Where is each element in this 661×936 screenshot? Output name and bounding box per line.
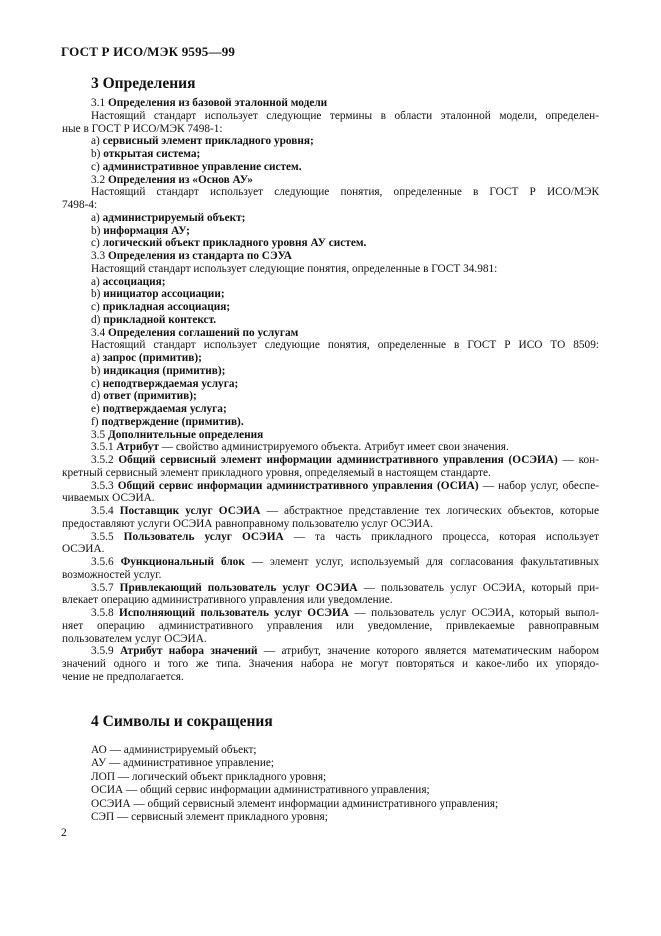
abbreviation-item: АУ — административное управление; xyxy=(91,757,275,770)
text-line xyxy=(91,645,599,658)
term-text: инициатор ассоциации; xyxy=(103,288,225,301)
text-line xyxy=(91,403,599,416)
body-text: значений одного и того же типа. Значения набора не могут повторяться и какое-либо их упорядо- xyxy=(62,658,599,670)
text-line xyxy=(91,505,599,518)
text-line xyxy=(91,110,599,123)
abbreviation-item: СЭП — сервисный элемент прикладного уровня; xyxy=(91,811,328,824)
body-text: няет операцию административного управления или уведомление, привлекаемые равноправным xyxy=(62,619,599,632)
text-line xyxy=(91,263,599,276)
body-text: 3.3 xyxy=(91,250,108,262)
body-text: 3.5.4 xyxy=(91,505,120,517)
term-text: открытая система; xyxy=(103,148,201,160)
text-line xyxy=(62,199,599,212)
section-3-heading: 3 Определения xyxy=(91,75,196,92)
term-text: подтверждаемая услуга; xyxy=(102,403,227,415)
body-text: Настоящий стандарт использует следующие понятия, определенные в ГОСТ Р ИСО/МЭК xyxy=(91,186,599,199)
term-text: Определения из стандарта по СЭУА xyxy=(107,250,292,262)
text-line xyxy=(91,237,599,250)
body-text: чение не предполагается. xyxy=(62,670,184,683)
body-text: d) xyxy=(91,313,104,326)
term-text: прикладная ассоциация; xyxy=(102,301,231,313)
text-line xyxy=(62,633,599,646)
document-code: ГОСТ Р ИСО/МЭК 9595—99 xyxy=(61,44,236,59)
term-text: логический объект прикладного уровня АУ систем. xyxy=(102,237,367,250)
body-text: e) xyxy=(91,403,103,415)
text-line xyxy=(62,658,599,671)
abbreviation-item: АО — администрируемый объект; xyxy=(91,744,257,756)
body-text: b) xyxy=(91,224,104,237)
text-line xyxy=(91,429,599,442)
body-text: — пользователь услуг ОСЭИА, который при- xyxy=(357,581,599,594)
body-text: влекает операцию административного управления или уведомление. xyxy=(62,594,393,607)
term-text: ответ (примитив); xyxy=(103,390,197,403)
text-line xyxy=(91,250,599,263)
section-3-body xyxy=(62,97,600,684)
text-line xyxy=(91,365,599,378)
text-line xyxy=(91,276,599,289)
text-line xyxy=(91,288,599,301)
body-text: ные в ГОСТ Р ИСО/МЭК 7498-1: xyxy=(62,122,223,135)
body-text: Настоящий стандарт использует следующие понятия, определенные в ГОСТ Р ИСО ТО 8509: xyxy=(91,339,599,352)
body-text: 3.5.5 xyxy=(91,530,124,543)
body-text: 3.5.1 xyxy=(91,441,117,454)
term-text: индикация (примитив); xyxy=(103,364,226,377)
body-text: 3.5.8 xyxy=(91,607,120,619)
body-text: 3.5 xyxy=(91,428,108,441)
term-text: Определения из «Основ АУ» xyxy=(107,173,253,186)
body-text: — пользователь услуг ОСЭИА, который выпол- xyxy=(348,607,599,619)
body-text: чиваемых ОСЭИА. xyxy=(62,492,155,505)
body-text: c) xyxy=(91,377,103,390)
body-text: кретный сервисный элемент прикладного уровня, определяемый в настоящем стандарте. xyxy=(62,466,491,479)
body-text: — кон- xyxy=(557,454,599,466)
text-line xyxy=(62,569,599,582)
term-text: запрос (примитив); xyxy=(102,352,202,364)
text-line xyxy=(91,582,599,595)
section-4-heading: 4 Символы и сокращения xyxy=(91,713,273,730)
body-text: возможностей услуг. xyxy=(62,568,162,581)
term-text: подтверждение (примитив). xyxy=(101,415,244,428)
body-text: 3.5.3 xyxy=(91,479,118,492)
abbreviation-item: ОСЭИА — общий сервисный элемент информации административного управления; xyxy=(91,797,499,810)
text-line xyxy=(91,352,599,365)
page-number: 2 xyxy=(61,827,67,839)
text-line xyxy=(91,556,599,569)
body-text: b) xyxy=(91,288,104,301)
term-text: Поставщик услуг ОСЭИА xyxy=(119,505,261,517)
body-text: b) xyxy=(91,148,104,160)
body-text: — та часть прикладного процесса, которая использует xyxy=(283,530,599,543)
abbreviation-item: ЛОП — логический объект прикладного уровня; xyxy=(91,770,327,783)
body-text: Настоящий стандарт использует следующие термины в области эталонной модели, определен- xyxy=(91,109,599,122)
body-text: 7498-4: xyxy=(62,199,98,211)
body-text: a) xyxy=(91,275,103,288)
body-text: 3.4 xyxy=(91,326,108,339)
text-line xyxy=(91,314,599,327)
body-text: a) xyxy=(91,352,103,364)
term-text: Определения соглашений по услугам xyxy=(107,326,299,339)
text-line xyxy=(91,161,599,174)
text-line xyxy=(91,454,599,467)
text-line xyxy=(91,480,599,493)
term-text: Общий сервисный элемент информации административного управления (ОСЭИА) xyxy=(118,454,558,466)
term-text: администрируемый объект; xyxy=(102,211,246,224)
body-text: f) xyxy=(91,415,102,428)
body-text: пользователем услуг ОСЭИА. xyxy=(62,632,207,645)
term-text: административное управление систем. xyxy=(102,160,302,173)
term-text: Функциональный блок xyxy=(120,556,245,568)
text-line xyxy=(62,492,599,505)
term-text: неподтверждаемая услуга; xyxy=(102,377,239,390)
term-text: Атрибут набора значений xyxy=(119,645,258,658)
body-text: — свойство администрируемого объекта. Атрибут имеет свои значения. xyxy=(158,441,509,454)
abbreviations-list xyxy=(91,744,601,824)
abbreviation-item: ОСИА — общий сервис информации административного управления; xyxy=(91,784,430,797)
text-line xyxy=(62,467,599,480)
text-line xyxy=(91,441,599,454)
text-line xyxy=(91,212,599,225)
term-text: Общий сервис информации административного управления (ОСИА) xyxy=(117,479,479,492)
body-text: c) xyxy=(91,301,103,313)
text-line xyxy=(91,531,599,544)
text-line xyxy=(62,543,599,556)
text-line xyxy=(91,148,599,161)
body-text: Настоящий стандарт использует следующие понятия, определенные в ГОСТ 34.981: xyxy=(91,262,498,275)
text-line xyxy=(91,174,599,187)
body-text: c) xyxy=(91,160,103,173)
body-text: предоставляют услуги ОСЭИА равноправному пользователю услуг ОСЭИА. xyxy=(62,517,434,530)
text-line xyxy=(62,518,599,531)
term-text: Атрибут xyxy=(116,441,159,454)
term-text: прикладной контекст. xyxy=(103,313,217,326)
term-text: Пользователь услуг ОСЭИА xyxy=(123,530,284,543)
text-line xyxy=(62,671,599,684)
body-text: — абстрактное представление тех логических объектов, которые xyxy=(260,505,600,517)
term-text: ассоциация; xyxy=(102,275,166,288)
text-line xyxy=(91,416,599,429)
body-text: a) xyxy=(91,135,103,148)
text-line xyxy=(91,225,599,238)
text-line xyxy=(91,301,599,314)
text-line xyxy=(62,123,599,136)
term-text: сервисный элемент прикладного уровня; xyxy=(102,135,314,148)
body-text: ОСЭИА. xyxy=(62,543,105,556)
text-line xyxy=(91,135,599,148)
text-line xyxy=(91,378,599,391)
term-text: Исполняющий пользователь услуг ОСЭИА xyxy=(119,607,349,619)
text-line xyxy=(91,390,599,403)
body-text: 3.1 xyxy=(91,97,108,109)
term-text: Дополнительные определения xyxy=(107,428,264,441)
text-line xyxy=(91,327,599,340)
term-text: Привлекающий пользователь услуг ОСЭИА xyxy=(119,581,358,594)
term-text: информация АУ; xyxy=(103,224,190,237)
body-text: — набор услуг, обеспе- xyxy=(478,479,599,492)
text-line xyxy=(91,339,599,352)
body-text: 3.5.9 xyxy=(91,645,120,658)
body-text: 3.5.7 xyxy=(91,581,120,594)
text-line xyxy=(91,186,599,199)
body-text: — атрибут, значение которого является математическим набором xyxy=(257,645,599,658)
body-text: — элемент услуг, используемый для согласования факультативных xyxy=(244,556,599,568)
text-line xyxy=(62,594,599,607)
text-line xyxy=(62,620,599,633)
body-text: 3.2 xyxy=(91,173,108,186)
text-line xyxy=(91,607,599,620)
text-line xyxy=(91,97,599,110)
body-text: 3.5.2 xyxy=(91,454,119,466)
body-text: 3.5.6 xyxy=(91,556,121,568)
term-text: Определения из базовой эталонной модели xyxy=(107,97,328,109)
body-text: c) xyxy=(91,237,103,250)
body-text: d) xyxy=(91,390,104,403)
body-text: a) xyxy=(91,211,103,224)
body-text: b) xyxy=(91,364,104,377)
